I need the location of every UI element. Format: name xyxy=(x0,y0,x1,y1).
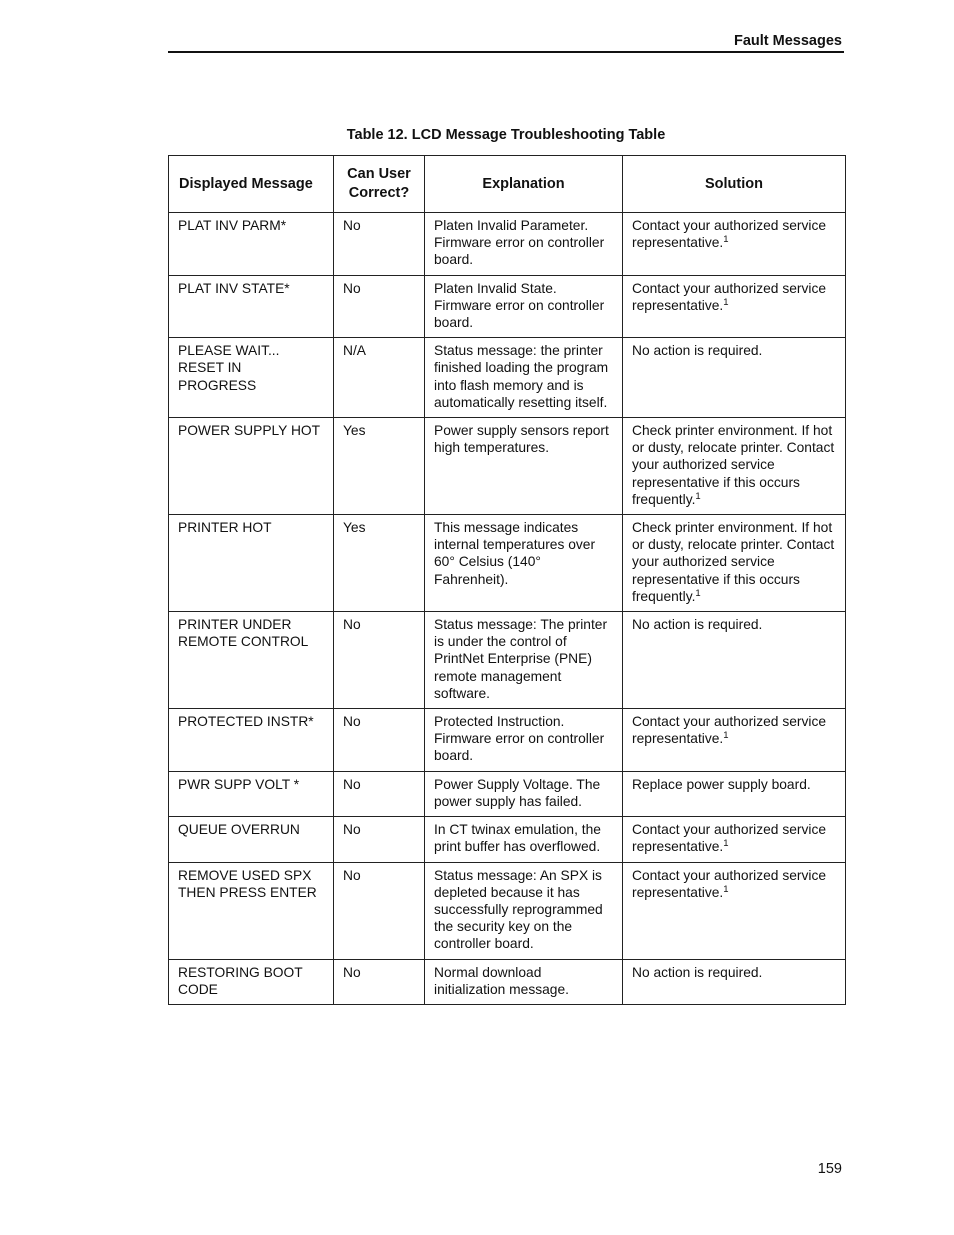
footnote-marker: 1 xyxy=(723,838,729,850)
solution-text: Contact your authorized service representative. xyxy=(632,867,827,900)
cell-displayed-message xyxy=(169,862,334,959)
can-user-correct-value: No xyxy=(343,867,361,883)
solution-block xyxy=(632,340,837,359)
can-user-correct-value: No xyxy=(343,776,361,792)
cell-displayed-message xyxy=(169,515,334,612)
table-row xyxy=(169,817,846,862)
solution-text: Contact your authorized service representative. xyxy=(632,822,827,855)
explanation-text: Status message: the printer finished loading the program into flash memory and is automatically resetting itself. xyxy=(434,343,609,410)
solution-text: Contact your authorized service representative. xyxy=(632,218,827,251)
message-line: PROGRESS xyxy=(178,377,257,393)
cell-displayed-message xyxy=(169,338,334,418)
cell-can-user-correct xyxy=(334,709,425,772)
cell-can-user-correct xyxy=(334,959,425,1004)
solution-text: No action is required. xyxy=(632,617,763,633)
solution-text: No action is required. xyxy=(632,343,763,359)
message-line: POWER SUPPLY HOT xyxy=(178,423,321,439)
explanation-text: Power supply sensors report high temperatures. xyxy=(434,423,609,456)
solution-block xyxy=(632,711,837,747)
solution-text: Replace power supply board. xyxy=(632,776,811,792)
header-divider xyxy=(168,51,844,53)
cell-can-user-correct xyxy=(334,338,425,418)
cell-solution xyxy=(623,515,846,612)
table-row xyxy=(169,338,846,418)
message-line: PWR SUPP VOLT * xyxy=(178,776,300,792)
cell-displayed-message xyxy=(169,771,334,816)
cell-displayed-message xyxy=(169,213,334,276)
table-body xyxy=(169,213,846,1005)
cell-displayed-message xyxy=(169,709,334,772)
table-row xyxy=(169,213,846,276)
cell-explanation xyxy=(425,817,623,862)
table-row xyxy=(169,862,846,959)
cell-displayed-message xyxy=(169,959,334,1004)
table-row xyxy=(169,959,846,1004)
solution-text: Check printer environment. If hot or dusty, relocate printer. Contact your authorized service representative if this occurs frequently. xyxy=(632,423,835,507)
message-line: CODE xyxy=(178,981,218,997)
troubleshooting-table xyxy=(168,155,846,1005)
cell-solution xyxy=(623,612,846,709)
can-user-correct-value: No xyxy=(343,822,361,838)
cell-solution xyxy=(623,275,846,338)
message-line: REMOVE USED SPX xyxy=(178,867,312,883)
explanation-text: Platen Invalid State. Firmware error on controller board. xyxy=(434,280,605,331)
can-user-correct-value: No xyxy=(343,218,361,233)
can-user-correct-value: No xyxy=(343,280,361,296)
solution-text: Contact your authorized service representative. xyxy=(632,280,827,313)
explanation-text: Status message: An SPX is depleted because it has successfully reprogrammed the security key on the controller board. xyxy=(434,867,603,952)
solution-block xyxy=(632,614,837,633)
explanation-text: Protected Instruction. Firmware error on controller board. xyxy=(434,714,605,764)
can-user-correct-value: N/A xyxy=(343,343,366,359)
explanation-text: This message indicates internal temperatures over 60° Celsius (140° Fahrenheit). xyxy=(434,520,596,587)
message-line: QUEUE OVERRUN xyxy=(178,822,300,838)
cell-solution xyxy=(623,862,846,959)
cell-solution xyxy=(623,338,846,418)
table-row xyxy=(169,418,846,515)
cell-explanation xyxy=(425,418,623,515)
cell-explanation xyxy=(425,862,623,959)
cell-solution xyxy=(623,771,846,816)
solution-text: Check printer environment. If hot or dusty, relocate printer. Contact your authorized service representative if this occurs frequently. xyxy=(632,520,835,604)
can-user-correct-value: No xyxy=(343,964,361,980)
footnote-marker: 1 xyxy=(695,587,701,599)
table-row xyxy=(169,515,846,612)
column-header-explanation: Explanation xyxy=(425,156,623,213)
can-user-correct-value: No xyxy=(343,714,361,730)
cell-can-user-correct xyxy=(334,515,425,612)
cell-displayed-message xyxy=(169,275,334,338)
can-user-correct-value: Yes xyxy=(343,423,366,439)
cell-solution xyxy=(623,213,846,276)
cell-can-user-correct xyxy=(334,275,425,338)
cell-can-user-correct xyxy=(334,418,425,515)
explanation-text: Platen Invalid Parameter. Firmware error on controller board. xyxy=(434,218,605,268)
solution-block xyxy=(632,420,837,508)
solution-block xyxy=(632,278,837,314)
cell-can-user-correct xyxy=(334,771,425,816)
can-user-correct-value: No xyxy=(343,617,361,633)
footnote-marker: 1 xyxy=(695,490,701,502)
message-line: RESTORING BOOT xyxy=(178,964,303,980)
solution-text: No action is required. xyxy=(632,964,763,980)
column-header-displayed-message: Displayed Message xyxy=(169,156,334,213)
explanation-text: Normal download initialization message. xyxy=(434,964,569,997)
explanation-text: In CT twinax emulation, the print buffer has overflowed. xyxy=(434,822,601,855)
solution-block xyxy=(632,517,837,605)
footnote-marker: 1 xyxy=(723,883,729,895)
solution-block xyxy=(632,962,837,981)
table-row xyxy=(169,612,846,709)
cell-explanation xyxy=(425,612,623,709)
cell-explanation xyxy=(425,338,623,418)
footnote-marker: 1 xyxy=(723,296,729,308)
cell-can-user-correct xyxy=(334,862,425,959)
message-line: PRINTER HOT xyxy=(178,520,272,536)
solution-text: Contact your authorized service representative. xyxy=(632,714,827,747)
solution-block xyxy=(632,215,837,251)
cell-displayed-message xyxy=(169,418,334,515)
cell-explanation xyxy=(425,515,623,612)
table-header-row xyxy=(169,156,846,213)
column-header-can-user-correct: Can User Correct? xyxy=(334,156,425,213)
cell-displayed-message xyxy=(169,817,334,862)
message-line: PLAT INV STATE* xyxy=(178,280,290,296)
message-line: REMOTE CONTROL xyxy=(178,634,309,650)
page-number: 159 xyxy=(817,1161,842,1177)
solution-block xyxy=(632,819,837,855)
solution-block xyxy=(632,865,837,901)
cell-explanation xyxy=(425,213,623,276)
message-line: PRINTER UNDER xyxy=(178,617,292,633)
message-line: RESET IN xyxy=(178,360,242,376)
cell-explanation xyxy=(425,709,623,772)
table-row xyxy=(169,709,846,772)
cell-solution xyxy=(623,418,846,515)
cell-can-user-correct xyxy=(334,213,425,276)
section-title: Fault Messages xyxy=(734,33,842,49)
cell-can-user-correct xyxy=(334,817,425,862)
cell-solution xyxy=(623,817,846,862)
message-line: PLEASE WAIT... xyxy=(178,343,280,359)
message-line: PLAT INV PARM* xyxy=(178,218,287,233)
footnote-marker: 1 xyxy=(723,234,729,246)
cell-solution xyxy=(623,959,846,1004)
cell-solution xyxy=(623,709,846,772)
table-row xyxy=(169,275,846,338)
column-header-solution: Solution xyxy=(623,156,846,213)
cell-explanation xyxy=(425,275,623,338)
cell-explanation xyxy=(425,959,623,1004)
cell-can-user-correct xyxy=(334,612,425,709)
message-line: THEN PRESS ENTER xyxy=(178,884,317,900)
cell-displayed-message xyxy=(169,612,334,709)
table-caption: Table 12. LCD Message Troubleshooting Table xyxy=(346,127,666,143)
message-line: PROTECTED INSTR* xyxy=(178,714,314,730)
footnote-marker: 1 xyxy=(723,730,729,742)
cell-explanation xyxy=(425,771,623,816)
solution-block xyxy=(632,774,837,793)
can-user-correct-value: Yes xyxy=(343,520,366,536)
table-row xyxy=(169,771,846,816)
explanation-text: Status message: The printer is under the control of PrintNet Enterprise (PNE) remote management software. xyxy=(434,617,608,701)
explanation-text: Power Supply Voltage. The power supply has failed. xyxy=(434,776,601,809)
